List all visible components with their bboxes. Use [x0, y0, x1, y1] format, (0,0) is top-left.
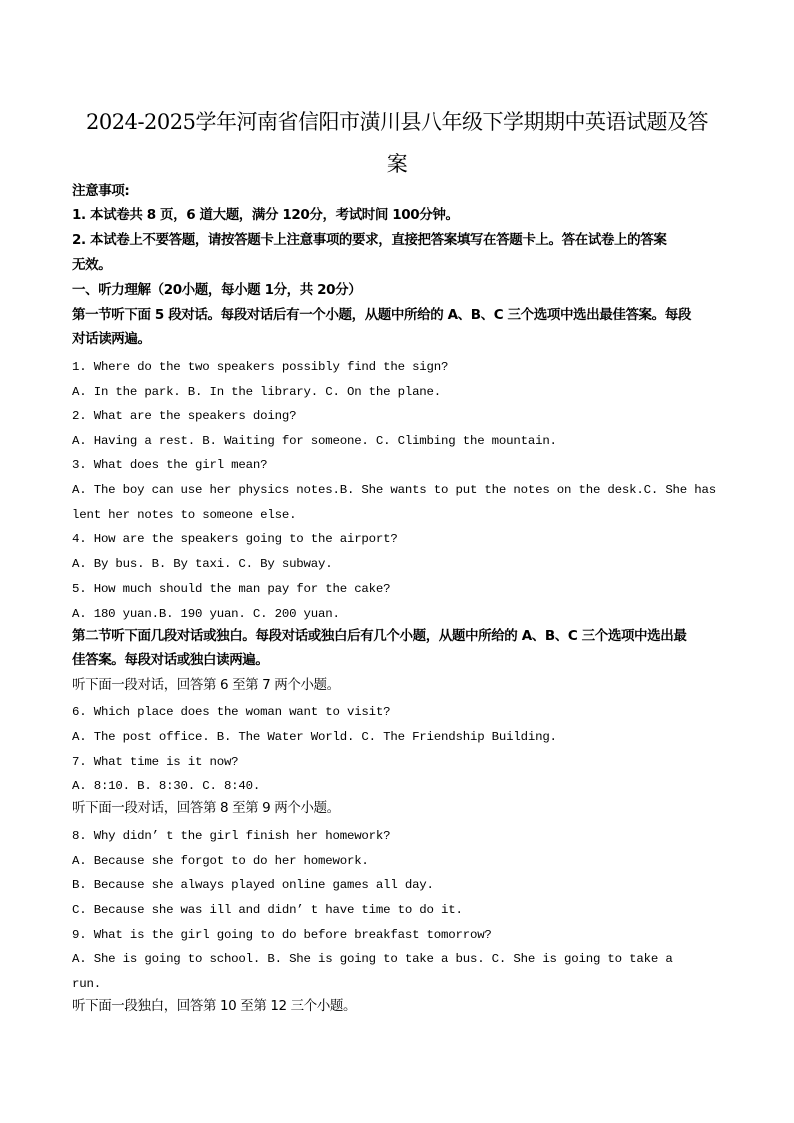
notice-heading: 注意事项: [72, 183, 130, 199]
question-8-stem: 8. Why didn’ t the girl finish her homework? [72, 829, 391, 843]
question-3-stem: 3. What does the girl mean? [72, 458, 268, 472]
question-8-option-b: B. Because she always played online games all day. [72, 878, 434, 892]
notice-item-1: 1. 本试卷共 8 页，6 道大题，满分 120分，考试时间 100分钟。 [72, 207, 459, 223]
notice-item-2-line1: 2. 本试卷上不要答题，请按答题卡上注意事项的要求，直接把答案填写在答题卡上。答在试卷上的答案 [72, 232, 667, 248]
notice-item-2-line2: 无效。 [72, 257, 112, 273]
section2-instruction-line1: 第二节听下面几段对话或独白。每段对话或独白后有几个小题，从题中所给的 A、B、C 三个选项中选出最 [72, 628, 687, 644]
group3-intro: 听下面一段独白，回答第 10 至第 12 三个小题。 [72, 998, 357, 1014]
section1-instruction-line2: 对话读两遍。 [72, 331, 151, 347]
question-1-options: A. In the park. B. In the library. C. On the plane. [72, 385, 442, 399]
question-9-options-line2: run. [72, 977, 101, 991]
question-9-options-line1: A. She is going to school. B. She is going to take a bus. C. She is going to take a [72, 952, 673, 966]
question-4-options: A. By bus. B. By taxi. C. By subway. [72, 557, 333, 571]
section1-instruction-line1: 第一节听下面 5 段对话。每段对话后有一个小题，从题中所给的 A、B、C 三个选项中选出最佳答案。每段 [72, 307, 691, 323]
question-2-options: A. Having a rest. B. Waiting for someone. C. Climbing the mountain. [72, 434, 557, 448]
question-6-options: A. The post office. B. The Water World. C. The Friendship Building. [72, 730, 557, 744]
question-5-stem: 5. How much should the man pay for the cake? [72, 582, 391, 596]
question-2-stem: 2. What are the speakers doing? [72, 409, 297, 423]
question-7-stem: 7. What time is it now? [72, 755, 239, 769]
document-title-line2: 案 [386, 152, 408, 176]
question-5-options: A. 180 yuan.B. 190 yuan. C. 200 yuan. [72, 607, 340, 621]
question-3-options-line2: lent her notes to someone else. [72, 508, 297, 522]
question-4-stem: 4. How are the speakers going to the airport? [72, 532, 398, 546]
question-6-stem: 6. Which place does the woman want to visit? [72, 705, 391, 719]
question-8-option-c: C. Because she was ill and didn’ t have time to do it. [72, 903, 463, 917]
question-9-stem: 9. What is the girl going to do before breakfast tomorrow? [72, 928, 492, 942]
question-3-options-line1: A. The boy can use her physics notes.B. She wants to put the notes on the desk.C. She has [72, 483, 716, 497]
section2-instruction-line2: 佳答案。每段对话或独白读两遍。 [72, 652, 269, 668]
document-title-line1: 2024-2025学年河南省信阳市潢川县八年级下学期期中英语试题及答 [86, 110, 708, 134]
part1-heading: 一、听力理解（20小题，每小题 1分，共 20分） [72, 282, 362, 298]
question-7-options: A. 8:10. B. 8:30. C. 8:40. [72, 779, 261, 793]
group1-intro: 听下面一段对话，回答第 6 至第 7 两个小题。 [72, 677, 340, 693]
group2-intro: 听下面一段对话，回答第 8 至第 9 两个小题。 [72, 800, 340, 816]
question-1-stem: 1. Where do the two speakers possibly find the sign? [72, 360, 449, 374]
question-8-option-a: A. Because she forgot to do her homework. [72, 854, 369, 868]
